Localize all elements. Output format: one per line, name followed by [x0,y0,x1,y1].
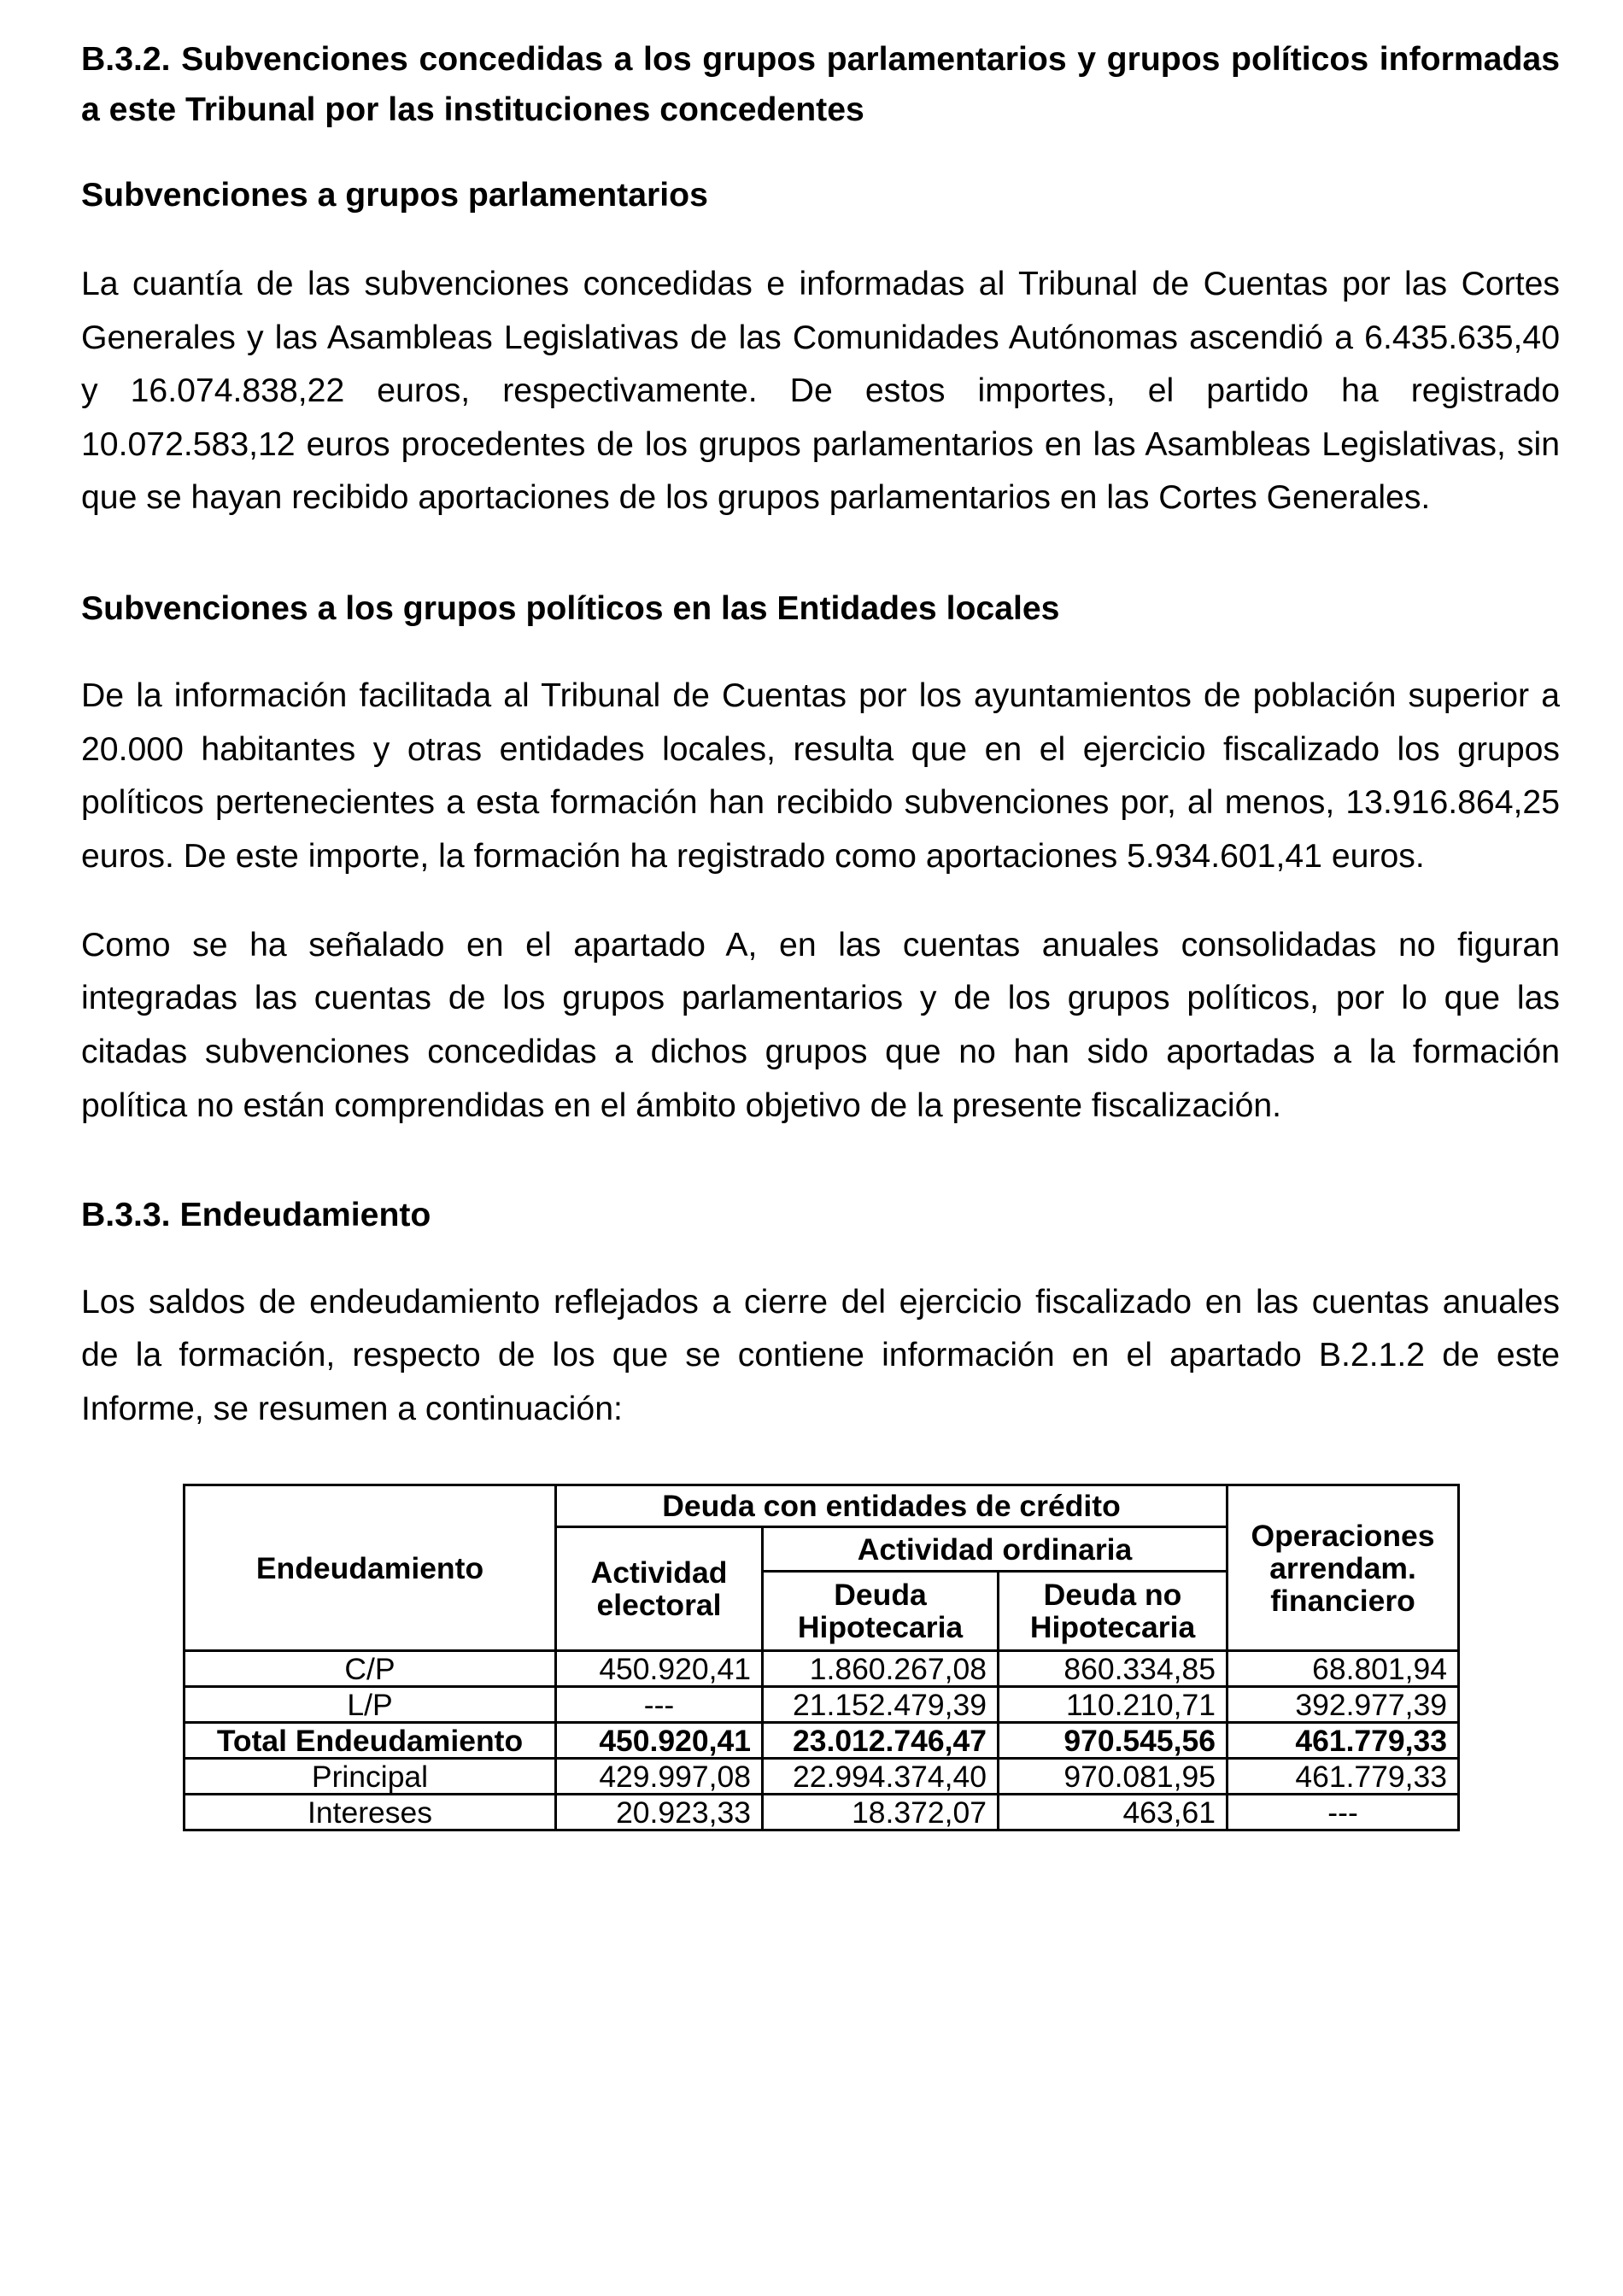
table-cell: 463,61 [999,1795,1228,1830]
heading-line: B.3.2. Subvenciones concedidas a los grupos parlamentarios y grupos políticos informadas [81,40,1560,78]
row-label: C/P [185,1651,556,1687]
row-label: Principal [185,1759,556,1795]
section-heading-b33: B.3.3. Endeudamiento [81,1197,431,1233]
row-label: L/P [185,1687,556,1723]
table-cell: 22.994.374,40 [763,1759,999,1795]
debt-table [183,1484,1460,1831]
table-row-total [185,1723,1459,1759]
paragraph-line: Los saldos de endeudamiento reflejados a cierre del ejercicio fiscalizado en las cuentas anuales [81,1283,1560,1321]
subheading-grupos-parlamentarios: Subvenciones a grupos parlamentarios [81,177,708,214]
table-cell: 23.012.746,47 [763,1723,999,1759]
paragraph-line: citadas subvenciones concedidas a dichos grupos que no han sido aportadas a la formación [81,1034,1560,1071]
row-label: Intereses [185,1795,556,1830]
header-row [185,1485,1459,1527]
paragraph-line: euros. De este importe, la formación ha registrado como aportaciones 5.934.601,41 euros. [81,837,1425,875]
table-cell: 450.920,41 [556,1723,763,1759]
paragraph-line: De la información facilitada al Tribunal de Cuentas por los ayuntamientos de población superior a [81,677,1560,714]
header-endeudamiento: Endeudamiento [185,1485,556,1651]
table-cell: 970.545,56 [999,1723,1228,1759]
paragraph-endeudamiento-intro [81,1276,1560,1437]
table-cell: 21.152.479,39 [763,1687,999,1723]
table-cell: 392.977,39 [1228,1687,1459,1723]
table-cell: --- [556,1687,763,1723]
paragraph-line: Como se ha señalado en el apartado A, en las cuentas anuales consolidadas no figuran [81,926,1560,964]
debt-table-body [185,1651,1459,1830]
table-cell: 110.210,71 [999,1687,1228,1723]
paragraph-line: política no están comprendidas en el ámbito objetivo de la presente fiscalización. [81,1086,1282,1124]
header-financial-lease: Operaciones arrendam. financiero [1228,1485,1459,1651]
table-cell: 461.779,33 [1228,1759,1459,1795]
table-cell: 970.081,95 [999,1759,1228,1795]
header-mortgage-debt: Deuda Hipotecaria [763,1572,999,1651]
table-cell: 1.860.267,08 [763,1651,999,1687]
row-label: Total Endeudamiento [185,1723,556,1759]
table-row [185,1651,1459,1687]
paragraph-line: de la formación, respecto de los que se contiene información en el apartado B.2.1.2 de este [81,1337,1560,1374]
debt-table-header [185,1485,1459,1651]
header-non-mortgage-debt: Deuda no Hipotecaria [999,1572,1228,1651]
paragraph-line: políticos pertenecientes a esta formación han recibido subvenciones por, al menos, 13.916.864,25 [81,784,1560,822]
heading-line: a este Tribunal por las instituciones concedentes [81,91,864,128]
header-credit-debt: Deuda con entidades de crédito [556,1485,1228,1527]
paragraph-line: 20.000 habitantes y otras entidades locales, resulta que en el ejercicio fiscalizado los grupos [81,730,1560,768]
paragraph-line: integradas las cuentas de los grupos parlamentarios y de los grupos políticos, por lo que las [81,980,1560,1017]
table-cell: 450.920,41 [556,1651,763,1687]
table-cell: --- [1228,1795,1459,1830]
table-cell: 18.372,07 [763,1795,999,1830]
table-cell: 860.334,85 [999,1651,1228,1687]
paragraph-line: 10.072.583,12 euros procedentes de los grupos parlamentarios en las Asambleas Legislativas, sin [81,425,1560,463]
table-row [185,1687,1459,1723]
paragraph-line: Informe, se resumen a continuación: [81,1391,623,1428]
paragraph-line: y 16.074.838,22 euros, respectivamente. De estos importes, el partido ha registrado [81,372,1560,410]
paragraph-line: La cuantía de las subvenciones concedidas e informadas al Tribunal de Cuentas por las Cortes [81,266,1560,303]
paragraph-entidades-locales [81,670,1560,883]
paragraph-grupos-parlamentarios [81,258,1560,525]
table-cell: 429.997,08 [556,1759,763,1795]
table-cell: 461.779,33 [1228,1723,1459,1759]
table-row [185,1795,1459,1830]
header-ordinary-activity: Actividad ordinaria [763,1527,1228,1572]
table-cell: 20.923,33 [556,1795,763,1830]
paragraph-cuentas-consolidadas [81,919,1560,1133]
header-electoral-activity: Actividad electoral [556,1527,763,1651]
section-heading-b32 [81,34,1560,135]
paragraph-line: que se hayan recibido aportaciones de los grupos parlamentarios en las Cortes Generales. [81,479,1431,517]
paragraph-line: Generales y las Asambleas Legislativas de las Comunidades Autónomas ascendió a 6.435.635,40 [81,319,1560,356]
table-row [185,1759,1459,1795]
subheading-entidades-locales: Subvenciones a los grupos políticos en las Entidades locales [81,590,1060,628]
table-cell: 68.801,94 [1228,1651,1459,1687]
